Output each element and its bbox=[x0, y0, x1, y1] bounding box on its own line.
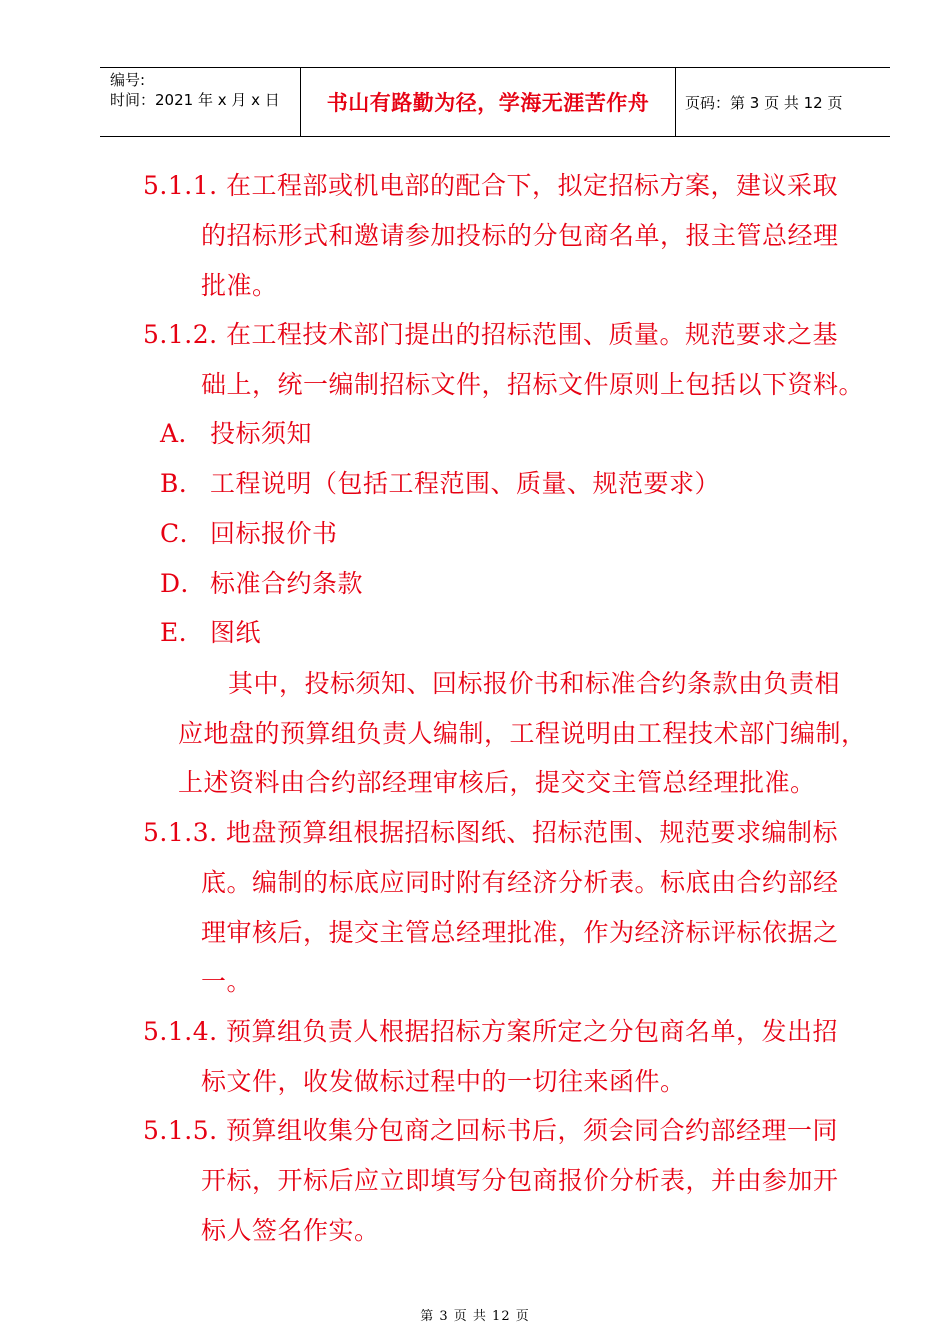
list-text: 投标须知 bbox=[210, 419, 313, 448]
paragraph-line-2: 应地盘的预算组负责人编制，工程说明由工程技术部门编制， bbox=[178, 719, 867, 748]
header-meta bbox=[100, 68, 301, 136]
time-label: 时间：2021 年 x 月 x 日 bbox=[110, 91, 280, 109]
section-number: 5.1.3. bbox=[143, 818, 218, 847]
list-text: 标准合约条款 bbox=[210, 569, 364, 598]
list-text: 回标报价书 bbox=[210, 519, 338, 548]
list-item-e bbox=[160, 616, 261, 650]
section-text: 预算组负责人根据招标方案所定之分包商名单，发出招 bbox=[226, 1017, 839, 1046]
section-5-1-5-line-3: 标人签名作实。 bbox=[201, 1216, 380, 1245]
section-text: 地盘预算组根据招标图纸、招标范围、规范要求编制标 bbox=[226, 818, 839, 847]
list-item-d bbox=[160, 567, 363, 601]
list-text: 图纸 bbox=[210, 618, 262, 647]
code-label: 编号: bbox=[110, 71, 146, 89]
paragraph-line-3: 上述资料由合约部经理审核后，提交交主管总经理批准。 bbox=[178, 768, 816, 797]
section-5-1-3-line-3: 理审核后，提交主管总经理批准，作为经济标评标依据之 bbox=[201, 918, 839, 947]
section-number: 5.1.4. bbox=[143, 1017, 218, 1046]
header-page-info: 页码：第 3 页 共 12 页 bbox=[685, 93, 843, 112]
section-5-1-1-line-1 bbox=[143, 169, 838, 203]
page-header bbox=[100, 67, 890, 137]
section-5-1-4-line-2: 标文件，收发做标过程中的一切往来函件。 bbox=[201, 1067, 686, 1096]
list-letter: B． bbox=[160, 469, 205, 498]
list-letter: D． bbox=[160, 569, 207, 598]
section-5-1-5-line-1 bbox=[143, 1114, 838, 1148]
section-5-1-3-line-2: 底。编制的标底应同时附有经济分析表。标底由合约部经 bbox=[201, 868, 839, 897]
section-number: 5.1.2. bbox=[143, 320, 218, 349]
section-5-1-3-line-4: 一。 bbox=[201, 967, 253, 996]
section-number: 5.1.1. bbox=[143, 171, 218, 200]
section-5-1-1-line-3: 批准。 bbox=[201, 271, 278, 300]
section-5-1-3-line-1 bbox=[143, 816, 838, 850]
list-text: 工程说明（包括工程范围、质量、规范要求） bbox=[210, 469, 721, 498]
list-letter: A． bbox=[160, 419, 205, 448]
section-text: 在工程技术部门提出的招标范围、质量。规范要求之基 bbox=[226, 320, 839, 349]
section-5-1-5-line-2: 开标，开标后应立即填写分包商报价分析表，并由参加开 bbox=[201, 1166, 839, 1195]
section-text: 在工程部或机电部的配合下，拟定招标方案，建议采取 bbox=[226, 171, 839, 200]
list-letter: E． bbox=[160, 618, 205, 647]
list-letter: C． bbox=[160, 519, 206, 548]
page-footer: 第 3 页 共 12 页 bbox=[420, 1309, 530, 1324]
section-5-1-4-line-1 bbox=[143, 1015, 838, 1049]
list-item-c bbox=[160, 517, 338, 551]
section-5-1-1-line-2: 的招标形式和邀请参加投标的分包商名单，报主管总经理 bbox=[201, 221, 839, 250]
list-item-b bbox=[160, 467, 720, 501]
paragraph-line-1: 其中，投标须知、回标报价书和标准合约条款由负责相 bbox=[228, 669, 841, 698]
section-5-1-2-line-2: 础上，统一编制招标文件，招标文件原则上包括以下资料。 bbox=[201, 370, 865, 399]
list-item-a bbox=[160, 417, 312, 451]
section-number: 5.1.5. bbox=[143, 1116, 218, 1145]
section-5-1-2-line-1 bbox=[143, 318, 838, 352]
section-text: 预算组收集分包商之回标书后，须会同合约部经理一同 bbox=[226, 1116, 839, 1145]
header-slogan: 书山有路勤为径，学海无涯苦作舟 bbox=[301, 68, 676, 136]
